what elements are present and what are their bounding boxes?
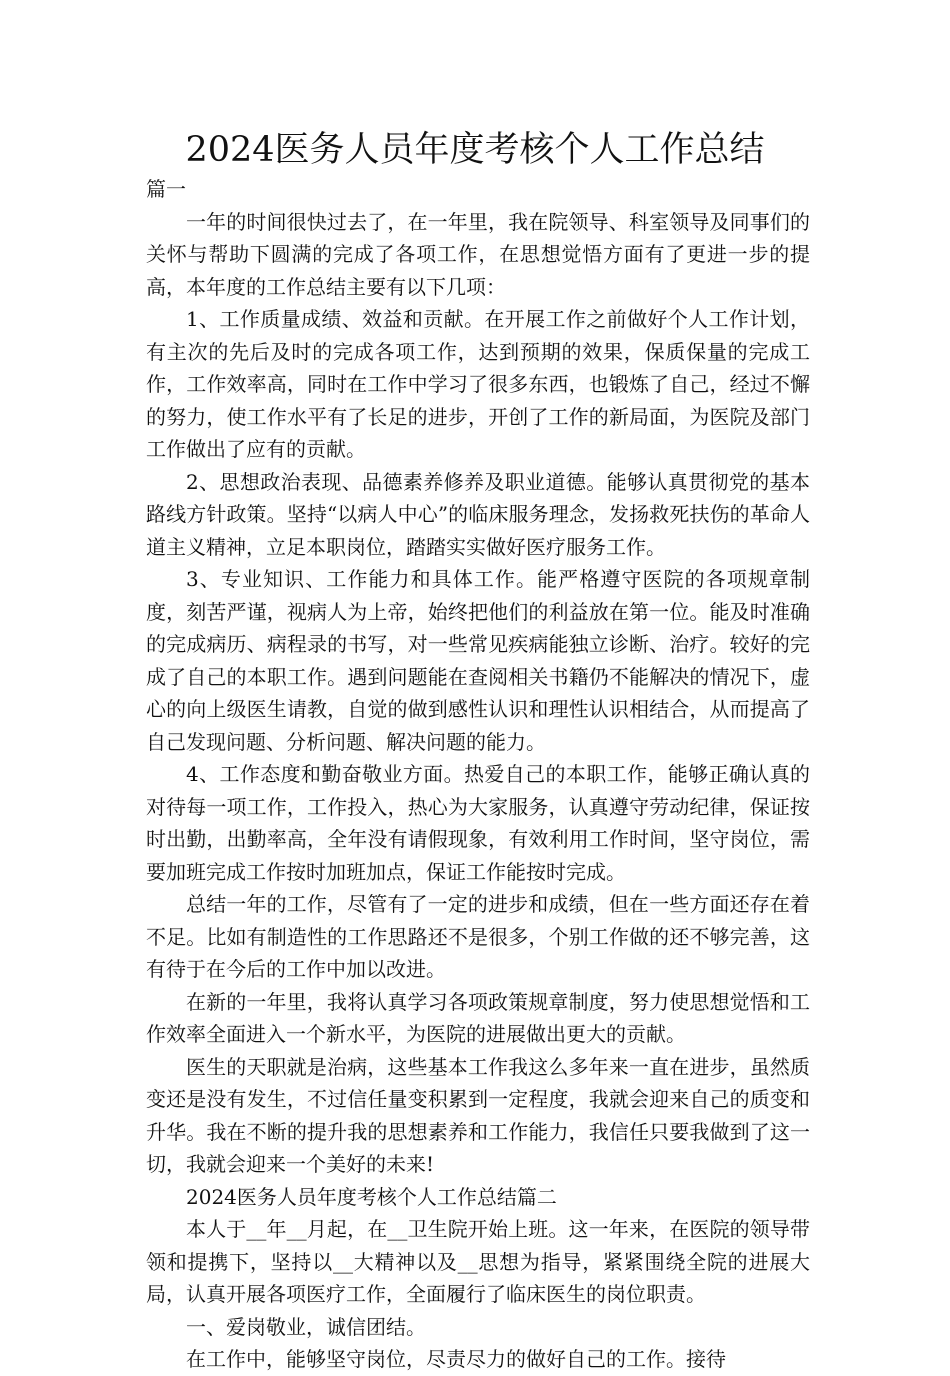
paragraph: 医生的天职就是治病，这些基本工作我这么多年来一直在进步，虽然质变还是没有发生，不过信任量变积累到一定程度，我就会迎来自己的质变和升华。我在不断的提升我的思想素养和工作能力，我信任只要我做到了这一切，我就会迎来一个美好的未来!: [146, 1054, 810, 1176]
paragraph: 4、工作态度和勤奋敬业方面。热爱自己的本职工作，能够正确认真的对待每一项工作，工作投入，热心为大家服务，认真遵守劳动纪律，保证按时出勤，出勤率高，全年没有请假现象，有效利用工作时间，坚守岗位，需要加班完成工作按时加班加点，保证工作能按时完成。: [146, 762, 810, 884]
paragraph: 一年的时间很快过去了，在一年里，我在院领导、科室领导及同事们的关怀与帮助下圆满的完成了各项工作，在思想觉悟方面有了更进一步的提高，本年度的工作总结主要有以下几项：: [146, 209, 810, 299]
paragraph: 总结一年的工作，尽管有了一定的进步和成绩，但在一些方面还存在着不足。比如有制造性的工作思路还不是很多，个别工作做的还不够完善，这有待于在今后的工作中加以改进。: [146, 892, 810, 981]
document-title: 2024医务人员年度考核个人工作总结: [185, 130, 765, 170]
section-heading: 2024医务人员年度考核个人工作总结篇二: [186, 1184, 557, 1209]
subheading: 一、爱岗敬业，诚信团结。: [186, 1314, 426, 1339]
paragraph: 2、思想政治表现、品德素养修养及职业道德。能够认真贯彻党的基本路线方针政策。坚持“以病人中心”的临床服务理念，发扬救死扶伤的革命人道主义精神，立足本职岗位，踏踏实实做好医疗服务工作。: [146, 469, 810, 559]
paragraph: 在工作中，能够坚守岗位，尽责尽力的做好自己的工作。接待: [186, 1347, 726, 1371]
paragraph: 1、工作质量成绩、效益和贡献。在开展工作之前做好个人工作计划，有主次的先后及时的完成各项工作，达到预期的效果，保质保量的完成工作，工作效率高，同时在工作中学习了很多东西，也锻炼了自己，经过不懈的努力，使工作水平有了长足的进步，开创了工作的新局面，为医院及部门工作做出了应有的贡献。: [146, 307, 810, 461]
document-body: [146, 173, 810, 1376]
section-label: 篇一: [146, 177, 186, 201]
paragraph: 本人于__年__月起，在__卫生院开始上班。这一年来，在医院的领导带领和提携下，坚持以__大精神以及__思想为指导，紧紧围绕全院的进展大局，认真开展各项医疗工作，全面履行了临床医生的岗位职责。: [146, 1217, 810, 1306]
paragraph: 在新的一年里，我将认真学习各项政策规章制度，努力使思想觉悟和工作效率全面进入一个新水平，为医院的进展做出更大的贡献。: [146, 989, 810, 1046]
paragraph: 3、专业知识、工作能力和具体工作。能严格遵守医院的各项规章制度，刻苦严谨，视病人为上帝，始终把他们的利益放在第一位。能及时准确的完成病历、病程录的书写，对一些常见疾病能独立诊断、治疗。较好的完成了自己的本职工作。遇到问题能在查阅相关书籍仍不能解决的情况下，虚心的向上级医生请教，自觉的做到感性认识和理性认识相结合，从而提高了自己发现问题、分析问题、解决问题的能力。: [146, 567, 810, 754]
